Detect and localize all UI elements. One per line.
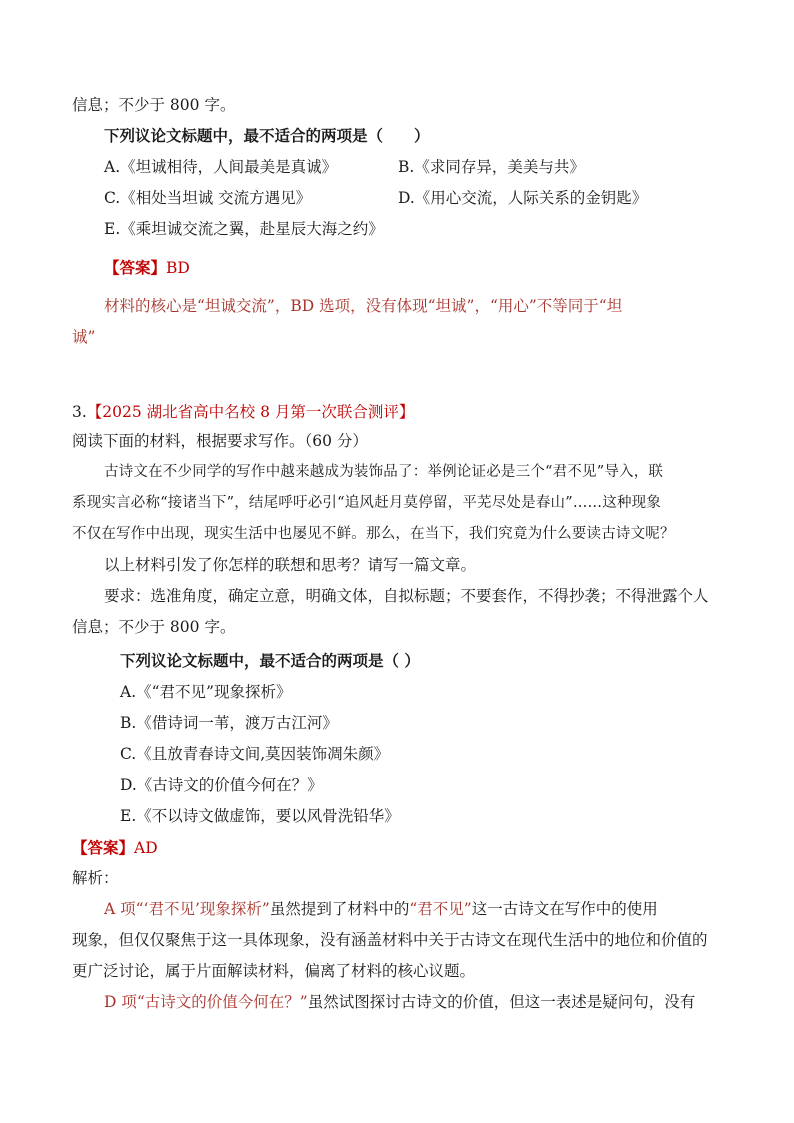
q2-option-a: A.《坦诚相待，人间最美是真诚》 (104, 158, 338, 176)
q3-analysis-a-line3: 更广泛讨论，属于片面解读材料，偏离了材料的核心议题。 (72, 962, 476, 980)
q3-analysis-a-rest: 这一古诗文在写作中的使用 (471, 900, 658, 918)
q3-analysis-d-prefix: D 项 (104, 993, 137, 1011)
q2-option-b: B.《求同存异，美美与共》 (398, 158, 585, 176)
q3-requirements-line2: 信息；不少于 800 字。 (72, 618, 236, 636)
q3-option-e: E.《不以诗文做虚饰，要以风骨洗铅华》 (120, 807, 400, 825)
q2-answer-label: 【答案】 (104, 258, 167, 277)
q3-analysis-a-mid: 虽然提到了材料中的 (269, 900, 410, 918)
q2-option-d: D.《用心交流，人际关系的金钥匙》 (398, 189, 648, 207)
q3-header (72, 402, 414, 422)
q3-material-line3: 不仅在写作中出现，现实生活中也屡见不鲜。那么，在当下，我们究竟为什么要读古诗文呢？ (72, 526, 675, 542)
q3-analysis-a-prefix: A 项 (104, 900, 136, 918)
q3-instruction: 阅读下面的材料，根据要求写作。（60 分） (72, 432, 368, 450)
q3-option-d: D.《古诗文的价值今何在？》 (120, 776, 323, 794)
q2-analysis-line1: 材料的核心是“坦诚交流”，BD 选项，没有体现“坦诚”，“用心”不等同于“坦 (104, 297, 623, 315)
q3-prompt: 以上材料引发了你怎样的联想和思考？请写一篇文章。 (104, 556, 477, 574)
q2-stem: 下列议论文标题中，最不适合的两项是（ ） (104, 126, 430, 145)
q2-answer (104, 258, 190, 278)
q3-analysis-a-quote2: “君不见” (409, 900, 472, 918)
q3-answer (72, 838, 158, 858)
q3-answer-label: 【答案】 (72, 838, 135, 857)
q2-tail-line: 信息；不少于 800 字。 (72, 96, 236, 114)
q3-stem: 下列议论文标题中，最不适合的两项是（ ） (120, 651, 420, 670)
q3-analysis-d-rest: 虽然试图探讨古诗文的价值，但这一表述是疑问句，没有 (307, 993, 696, 1011)
q3-analysis-a-quote: “‘君不见’现象探析” (135, 900, 270, 918)
q2-option-c: C.《相处当坦诚 交流方遇见》 (104, 189, 312, 207)
q2-analysis-line2: 诚” (72, 328, 96, 346)
q3-option-a: A.《“君不见”现象探析》 (120, 683, 292, 701)
q3-option-b: B.《借诗词一苇，渡万古江河》 (120, 714, 338, 732)
q3-analysis-d-quote: “古诗文的价值今何在？” (136, 993, 308, 1011)
q3-source: 【2025 湖北省高中名校 8 月第一次联合测评】 (86, 403, 415, 421)
q2-answer-value: BD (166, 259, 190, 277)
q3-analysis-a-line1 (104, 899, 658, 919)
q2-option-e: E.《乘坦诚交流之翼，赴星辰大海之约》 (104, 220, 384, 238)
q3-requirements-line1: 要求：选准角度，确定立意，明确文体，自拟标题；不要套作，不得抄袭；不得泄露个人 (104, 587, 709, 605)
q3-analysis-a-line2: 现象，但仅仅聚焦于这一具体现象，没有涵盖材料中关于古诗文在现代生活中的地位和价值的 (72, 931, 708, 949)
q3-analysis-label: 解析： (72, 869, 119, 887)
q3-material-line2: 系现实言必称“接诸当下”，结尾呼吁必引“追风赶月莫停留，平芜尽处是春山”……这种现象 (72, 495, 662, 511)
q3-analysis-d-line1 (104, 992, 695, 1012)
q3-number: 3. (72, 403, 87, 421)
q3-answer-value: AD (134, 839, 158, 857)
q3-option-c: C.《且放青春诗文间,莫因装饰凋朱颜》 (120, 745, 390, 763)
q3-material-line1: 古诗文在不少同学的写作中越来越成为装饰品了：举例论证必是三个“君不见”导入，联 (104, 464, 664, 480)
